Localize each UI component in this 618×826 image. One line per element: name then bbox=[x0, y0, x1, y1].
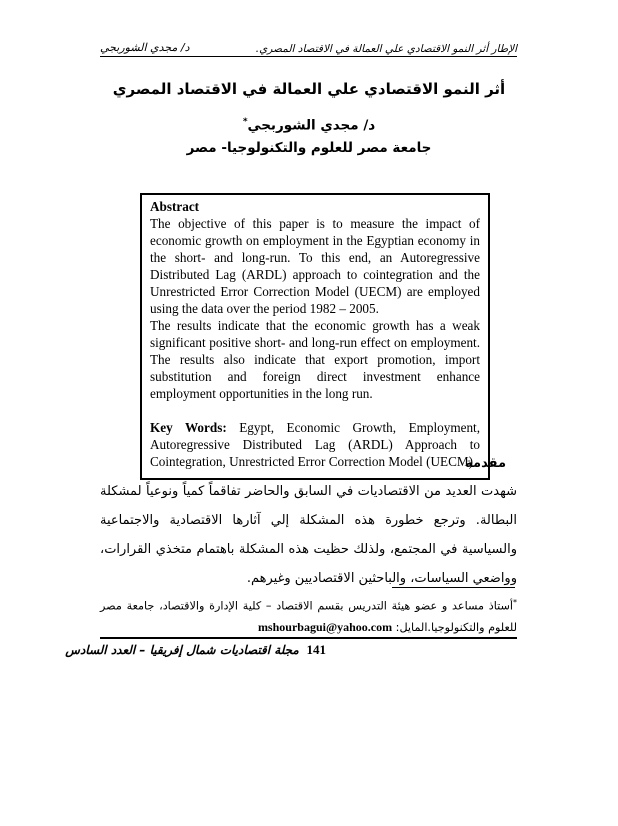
journal-title: مجلة اقتصاديات شمال إفريقيا – العدد السادس bbox=[65, 643, 299, 657]
abstract-paragraph-1: The objective of this paper is to measure the impact of economic growth on employment in the Egyptian economy in the short- and long-run. To this end, an Autoregressive Distributed Lag (ARDL) approach to cointegration and the Unrestricted Error Correction Model (UECM) are employed using the data over the period 1982 – 2005. bbox=[150, 216, 480, 316]
footnote bbox=[100, 593, 517, 638]
footnote-text: أستاذ مساعد و عضو هيئة التدريس بقسم الاقتصاد – كلية الإدارة والاقتصاد، جامعة مصر للعلوم bbox=[100, 599, 517, 634]
footnote-email: mshourbagui@yahoo.com bbox=[257, 619, 393, 634]
author-name bbox=[0, 117, 618, 134]
running-head-author: د/ مجدي الشوربجي bbox=[100, 41, 190, 54]
abstract-paragraph-2: The results indicate that the economic growth has a weak significant positive short- and long-run effect on employment. The results also indicate that export promotion, import substitution and foreign direct investment enhance employment opportunities in the long run. bbox=[150, 318, 480, 401]
section-heading-introduction: مقدمة bbox=[465, 456, 506, 471]
author-name-text: د/ مجدي الشوربجي bbox=[247, 117, 376, 134]
page-footer bbox=[65, 642, 326, 658]
introduction-paragraph: شهدت العديد من الاقتصاديات في السابق والحاضر تفاقماً كمياً ونوعياً لمشكلة البطالة. وترجع خطورة هذه المشكلة إلي آثارها الاقتصادية والاجتماعية والسياسية في المجتمع، ولذلك حظيت هذه المشكلة باهتمام متخذي القرارات، وواضعي السياسات، والباحثين الاقتصاديين وغيرهم. bbox=[100, 484, 517, 586]
abstract-heading: Abstract bbox=[150, 199, 200, 214]
paper-title: أثر النمو الاقتصادي علي العمالة في الاقتصاد المصري bbox=[112, 80, 506, 98]
footer-rule bbox=[100, 637, 517, 639]
author-footnote-mark: * bbox=[242, 117, 248, 127]
footnote-marker: * bbox=[513, 598, 517, 607]
keywords-text: Egypt, Economic Growth, Employment, Autoregressive Distributed Lag (ARDL) Approach to Cointegration, Unrestricted Error Correction Model (UECM) bbox=[150, 420, 480, 469]
abstract-box bbox=[140, 193, 490, 480]
footnote-text-2: والتكنولوجيا.المايل: bbox=[392, 620, 485, 634]
keywords-paragraph bbox=[150, 419, 480, 470]
keywords-label: Key Words: bbox=[150, 420, 227, 435]
page-number: 141 bbox=[306, 642, 326, 657]
footnote-separator bbox=[392, 587, 515, 588]
header-rule bbox=[100, 56, 517, 57]
running-head-title: الإطار أثر النمو الاقتصادي علي العمالة في الاقتصاد المصري. bbox=[255, 43, 517, 55]
abstract-spacer bbox=[150, 402, 480, 419]
author-affiliation: جامعة مصر للعلوم والتكنولوجيا- مصر bbox=[186, 140, 432, 156]
